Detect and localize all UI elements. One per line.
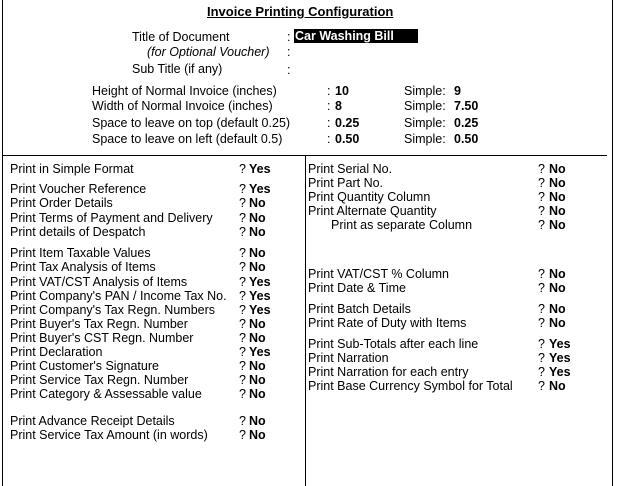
option-label: Print Service Tax Amount (in words) [10, 428, 208, 442]
simple-label: Simple: [404, 116, 446, 130]
option-label: Print Declaration [10, 345, 103, 359]
prompt-mark: ? [538, 190, 545, 204]
option-label: Print Rate of Duty with Items [308, 316, 467, 330]
option-label: Print Narration [308, 351, 389, 365]
option-label: Print Item Taxable Values [10, 246, 151, 260]
dimension-value[interactable]: 10 [335, 84, 349, 98]
option-value[interactable]: Yes [249, 182, 271, 196]
option-label: Print Tax Analysis of Items [10, 260, 156, 274]
prompt-mark: ? [239, 246, 246, 260]
option-label: Print Terms of Payment and Delivery [10, 211, 213, 225]
simple-label: Simple: [404, 132, 446, 146]
page-title: Invoice Printing Configuration [207, 4, 394, 19]
option-label: Print Sub-Totals after each line [308, 337, 479, 351]
dimension-label: Height of Normal Invoice (inches) [92, 84, 277, 98]
prompt-mark: ? [239, 289, 246, 303]
option-value[interactable]: No [549, 204, 566, 218]
option-label: Print VAT/CST % Column [308, 267, 450, 281]
prompt-mark: ? [538, 176, 545, 190]
colon: : [327, 99, 331, 113]
option-label: Print Buyer's Tax Regn. Number [10, 317, 188, 331]
option-value[interactable]: No [249, 428, 266, 442]
left-border [2, 0, 3, 486]
prompt-mark: ? [239, 317, 246, 331]
prompt-mark: ? [239, 428, 246, 442]
option-label: Print Quantity Column [308, 190, 431, 204]
prompt-mark: ? [538, 281, 545, 295]
colon: : [327, 116, 331, 130]
prompt-mark: ? [239, 373, 246, 387]
prompt-mark: ? [538, 379, 545, 393]
option-label: Print Service Tax Regn. Number [10, 373, 189, 387]
colon: : [327, 84, 331, 98]
dimension-label: Space to leave on left (default 0.5) [92, 132, 283, 146]
option-value[interactable]: Yes [549, 351, 571, 365]
option-label: Print Date & Time [308, 281, 406, 295]
simple-label: Simple: [404, 99, 446, 113]
option-value[interactable]: No [249, 331, 266, 345]
option-label: Print Part No. [308, 176, 384, 190]
simple-label: Simple: [404, 84, 446, 98]
colon: : [327, 132, 331, 146]
option-value[interactable]: Yes [249, 162, 271, 176]
prompt-mark: ? [239, 275, 246, 289]
option-value[interactable]: No [249, 317, 266, 331]
colon: : [287, 45, 291, 59]
prompt-mark: ? [239, 387, 246, 401]
option-value[interactable]: Yes [249, 275, 271, 289]
colon: : [287, 30, 291, 44]
option-label: Print Company's Tax Regn. Numbers [10, 303, 216, 317]
option-value[interactable]: No [249, 387, 266, 401]
option-value[interactable]: No [549, 379, 566, 393]
dimension-label: Space to leave on top (default 0.25) [92, 116, 291, 130]
doc-title-field[interactable]: Car Washing Bill [294, 29, 418, 43]
option-label: Print Company's PAN / Income Tax No. [10, 289, 227, 303]
prompt-mark: ? [239, 162, 246, 176]
simple-value[interactable]: 0.25 [454, 116, 479, 130]
option-label: Print in Simple Format [10, 162, 134, 176]
option-value[interactable]: No [549, 302, 566, 316]
prompt-mark: ? [538, 302, 545, 316]
prompt-mark: ? [239, 182, 246, 196]
prompt-mark: ? [239, 303, 246, 317]
option-value[interactable]: No [549, 316, 566, 330]
option-label: Print Serial No. [308, 162, 393, 176]
column-divider [305, 155, 306, 486]
option-value[interactable]: No [249, 260, 266, 274]
option-value[interactable]: No [249, 246, 266, 260]
option-label: Print details of Despatch [10, 225, 146, 239]
prompt-mark: ? [538, 204, 545, 218]
optional-voucher-label: (for Optional Voucher) [147, 45, 270, 59]
option-value[interactable]: No [249, 211, 266, 225]
option-label: Print Buyer's CST Regn. Number [10, 331, 194, 345]
prompt-mark: ? [538, 337, 545, 351]
option-label: Print Order Details [10, 196, 113, 210]
option-value[interactable]: No [549, 281, 566, 295]
option-value[interactable]: No [549, 267, 566, 281]
prompt-mark: ? [239, 359, 246, 373]
option-value[interactable]: No [549, 176, 566, 190]
prompt-mark: ? [538, 162, 545, 176]
option-value[interactable]: No [549, 162, 566, 176]
option-label: Print VAT/CST Analysis of Items [10, 275, 188, 289]
option-value[interactable]: Yes [549, 365, 571, 379]
prompt-mark: ? [538, 218, 545, 232]
prompt-mark: ? [239, 260, 246, 274]
option-value[interactable]: Yes [249, 289, 271, 303]
option-value[interactable]: No [549, 218, 566, 232]
prompt-mark: ? [239, 345, 246, 359]
prompt-mark: ? [538, 365, 545, 379]
option-label: Print Voucher Reference [10, 182, 147, 196]
option-value[interactable]: Yes [249, 345, 271, 359]
subtitle-field[interactable] [293, 62, 413, 76]
option-label: Print Category & Assessable value [10, 387, 202, 401]
option-value[interactable]: No [249, 359, 266, 373]
right-border [612, 0, 613, 486]
simple-value[interactable]: 0.50 [454, 132, 479, 146]
simple-value[interactable]: 7.50 [454, 99, 479, 113]
prompt-mark: ? [239, 414, 246, 428]
prompt-mark: ? [239, 331, 246, 345]
simple-value[interactable]: 9 [454, 84, 461, 98]
option-label: Print Alternate Quantity [308, 204, 437, 218]
prompt-mark: ? [239, 225, 246, 239]
dimension-value[interactable]: 0.25 [335, 116, 360, 130]
dimension-value[interactable]: 8 [335, 99, 342, 113]
option-label: Print Base Currency Symbol for Total [308, 379, 513, 393]
dimension-value[interactable]: 0.50 [335, 132, 360, 146]
option-value[interactable]: No [549, 190, 566, 204]
option-label: Print as separate Column [331, 218, 473, 232]
option-value[interactable]: No [249, 225, 266, 239]
option-value[interactable]: No [249, 373, 266, 387]
prompt-mark: ? [538, 267, 545, 281]
prompt-mark: ? [239, 196, 246, 210]
doc-title-label: Title of Document [132, 30, 230, 44]
prompt-mark: ? [239, 211, 246, 225]
option-value[interactable]: No [249, 196, 266, 210]
prompt-mark: ? [538, 316, 545, 330]
colon: : [287, 63, 291, 77]
option-value[interactable]: No [249, 414, 266, 428]
optional-voucher-field[interactable] [293, 45, 413, 59]
option-label: Print Narration for each entry [308, 365, 469, 379]
option-label: Print Advance Receipt Details [10, 414, 175, 428]
subtitle-label: Sub Title (if any) [132, 62, 223, 76]
option-label: Print Batch Details [308, 302, 411, 316]
option-value[interactable]: Yes [249, 303, 271, 317]
option-label: Print Customer's Signature [10, 359, 159, 373]
dimension-label: Width of Normal Invoice (inches) [92, 99, 273, 113]
prompt-mark: ? [538, 351, 545, 365]
option-value[interactable]: Yes [549, 337, 571, 351]
